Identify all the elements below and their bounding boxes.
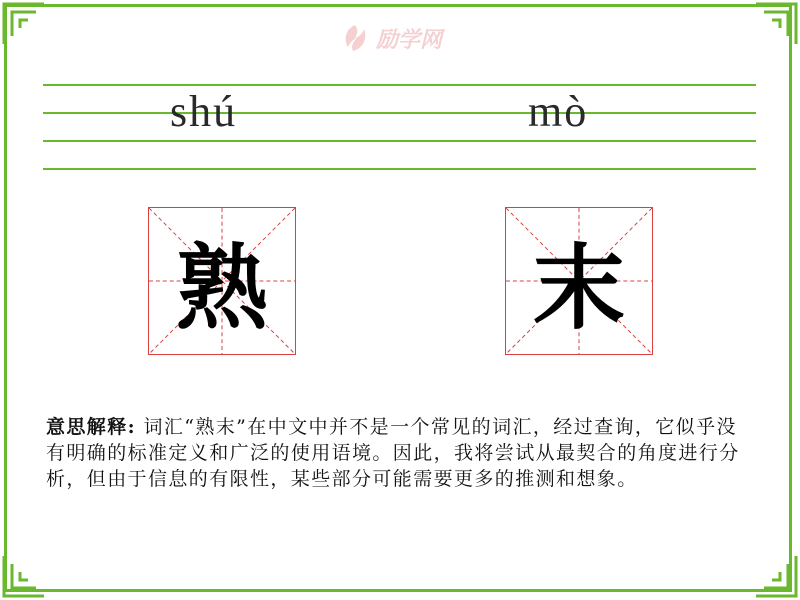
watermark-text: 励学网 [376,27,443,53]
explanation-label: 意思解释: [46,416,137,438]
watermark-logo-icon [338,21,372,55]
corner-ornament-icon [2,2,46,46]
character-1: 熟 [175,235,268,342]
pinyin-ruling [43,84,756,174]
corner-ornament-icon [2,554,46,598]
character-2: 末 [532,235,625,342]
character-grid-1 [148,207,296,355]
pinyin-1: shú [170,87,238,136]
corner-ornament-icon [754,554,798,598]
explanation-text: 词汇“熟末”在中文中并不是一个常见的词汇，经过查询，它似乎没有明确的标准定义和广泛的使用语境。因此，我将尝试从最契合的角度进行分析，但由于信息的有限性，某些部分可能需要更多的推测和想象。 [46,416,740,490]
watermark-logo [338,18,442,58]
pinyin-2: mò [528,87,589,136]
corner-ornament-icon [754,2,798,46]
meaning-explanation [46,414,746,492]
character-grid-2 [505,207,653,355]
